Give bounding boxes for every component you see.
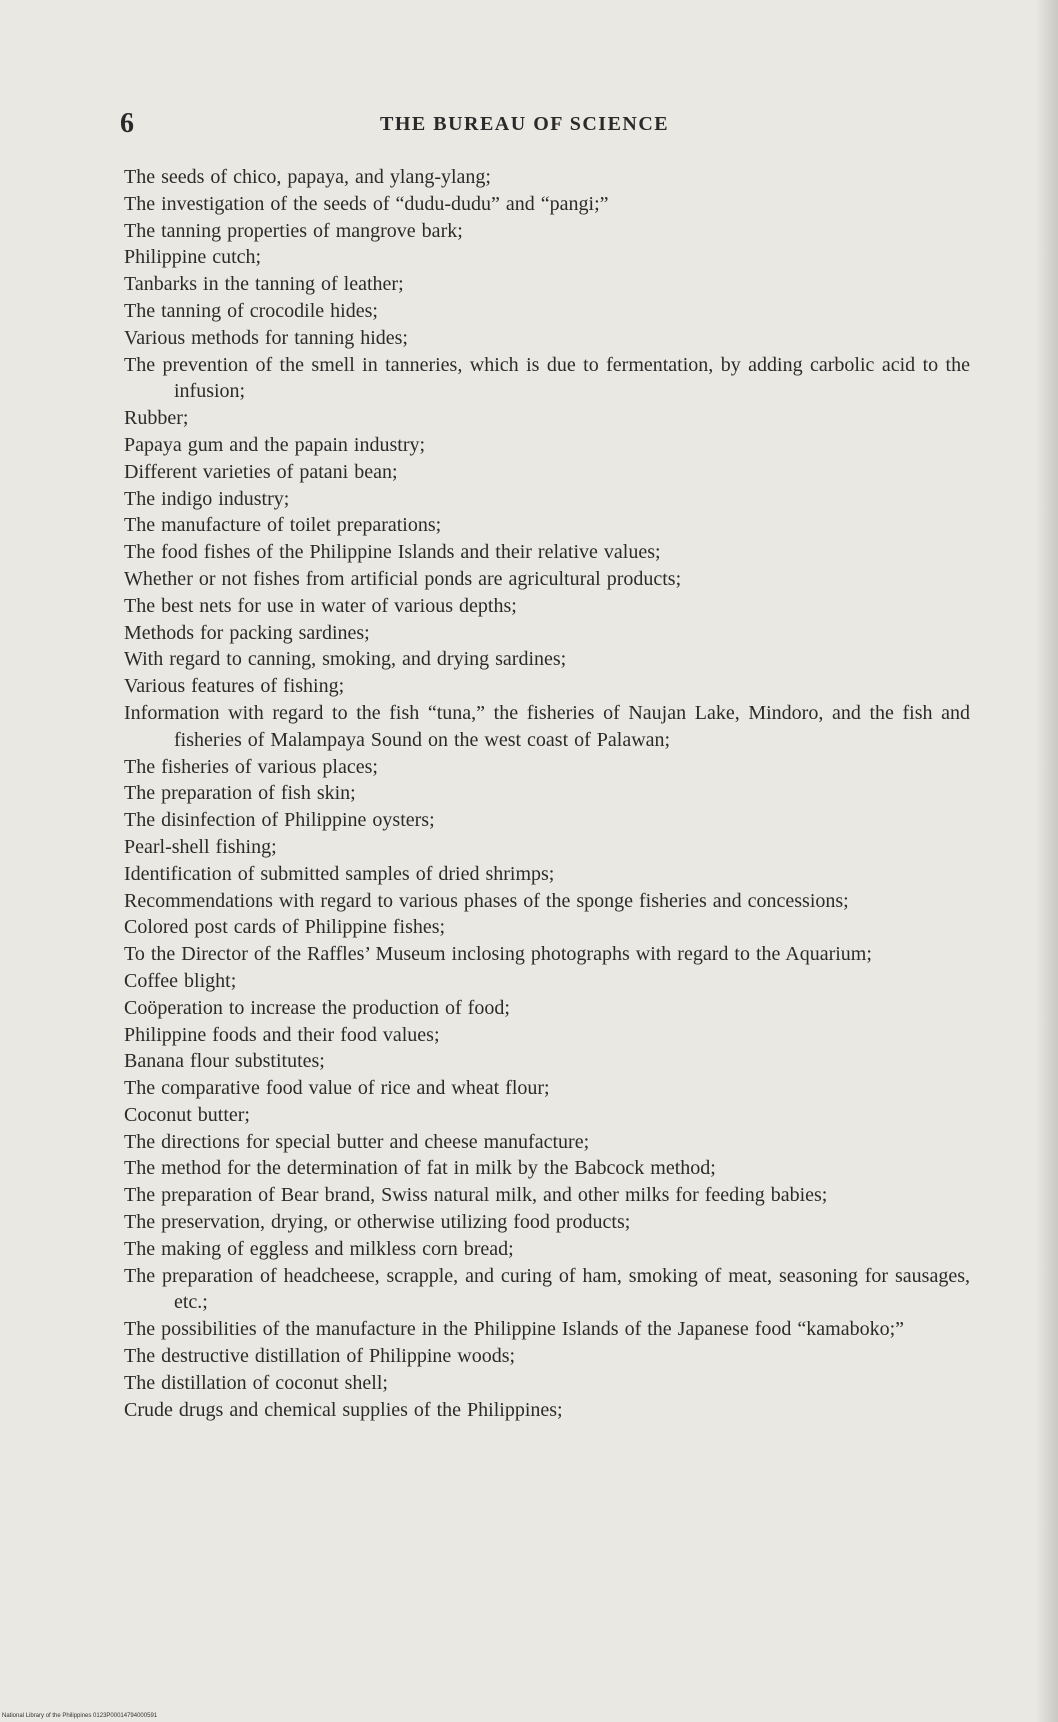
- running-head: THE BUREAU OF SCIENCE: [380, 113, 670, 135]
- topic-entry: Banana flour substitutes;: [124, 1050, 325, 1073]
- page-edge-shadow: [1036, 0, 1058, 1722]
- topic-entry: Coffee blight;: [124, 969, 237, 992]
- topic-entry: Coconut butter;: [124, 1103, 250, 1126]
- topic-entry: Crude drugs and chemical supplies of the Philippines;: [124, 1398, 563, 1421]
- topic-entry: The preparation of headcheese, scrapple, and curing of ham, smoking of meat, seasoning for sausages, etc.;: [124, 1264, 970, 1314]
- topic-entry: The investigation of the seeds of “dudu-dudu” and “pangi;”: [124, 192, 609, 215]
- topic-entry: The method for the determination of fat in milk by the Babcock method;: [124, 1157, 716, 1180]
- topic-entry: The tanning of crocodile hides;: [124, 299, 378, 322]
- topic-entry: Pearl-shell fishing;: [124, 835, 277, 858]
- topic-entry: The food fishes of the Philippine Islands and their relative values;: [124, 541, 661, 564]
- topic-entry: Papaya gum and the papain industry;: [124, 433, 426, 456]
- topic-entry: The distillation of coconut shell;: [124, 1371, 388, 1394]
- topic-entry: Recommendations with regard to various phases of the sponge fisheries and concessions;: [124, 889, 849, 912]
- topic-entry: The tanning properties of mangrove bark;: [124, 219, 463, 242]
- topic-entry: The possibilities of the manufacture in the Philippine Islands of the Japanese food “kamaboko;”: [124, 1318, 905, 1341]
- topic-entry: The preparation of fish skin;: [124, 782, 356, 805]
- topic-entry: The disinfection of Philippine oysters;: [124, 809, 435, 832]
- topic-entry: The directions for special butter and cheese manufacture;: [124, 1130, 590, 1153]
- topic-entry: The manufacture of toilet preparations;: [124, 514, 442, 537]
- correspondence-topic-list: [124, 164, 970, 1423]
- topic-entry: To the Director of the Raffles’ Museum inclosing photographs with regard to the Aquarium;: [124, 943, 872, 966]
- topic-entry: Coöperation to increase the production of food;: [124, 996, 510, 1019]
- topic-entry: The destructive distillation of Philippine woods;: [124, 1345, 516, 1368]
- topic-entry: Methods for packing sardines;: [124, 621, 370, 644]
- scan-footer-note: National Library of the Philippines 0123P00014794000591: [2, 1713, 158, 1719]
- topic-entry: Information with regard to the fish “tuna,” the fisheries of Naujan Lake, Mindoro, and the fish and fisheries of Malampaya Sound on the west coast of Palawan;: [124, 701, 970, 751]
- topic-entry: The preservation, drying, or otherwise utilizing food products;: [124, 1211, 631, 1234]
- topic-entry: Colored post cards of Philippine fishes;: [124, 916, 446, 939]
- topic-entry: Identification of submitted samples of dried shrimps;: [124, 862, 555, 885]
- topic-entry: Different varieties of patani bean;: [124, 460, 398, 483]
- topic-entry: The prevention of the smell in tanneries, which is due to fermentation, by adding carbolic acid to the infusion;: [124, 353, 970, 403]
- topic-entry: The fisheries of various places;: [124, 755, 378, 778]
- topic-entry: Tanbarks in the tanning of leather;: [124, 273, 404, 296]
- topic-entry: The indigo industry;: [124, 487, 290, 510]
- page-number: 6: [120, 108, 134, 139]
- topic-entry: The seeds of chico, papaya, and ylang-ylang;: [124, 166, 491, 188]
- page-header: [120, 104, 990, 144]
- topic-entry: Various methods for tanning hides;: [124, 326, 408, 349]
- topic-entry: Whether or not fishes from artificial ponds are agricultural products;: [124, 567, 682, 590]
- topic-entry: The preparation of Bear brand, Swiss natural milk, and other milks for feeding babies;: [124, 1184, 828, 1207]
- topic-entry: Philippine cutch;: [124, 246, 262, 269]
- topic-entry: The best nets for use in water of various depths;: [124, 594, 517, 617]
- topic-entry: Rubber;: [124, 407, 189, 430]
- topic-entry: Various features of fishing;: [124, 675, 345, 698]
- topic-entry: With regard to canning, smoking, and drying sardines;: [124, 648, 567, 671]
- topic-entry: Philippine foods and their food values;: [124, 1023, 440, 1046]
- topic-entry: The making of eggless and milkless corn bread;: [124, 1237, 514, 1260]
- topic-entry: The comparative food value of rice and wheat flour;: [124, 1077, 550, 1100]
